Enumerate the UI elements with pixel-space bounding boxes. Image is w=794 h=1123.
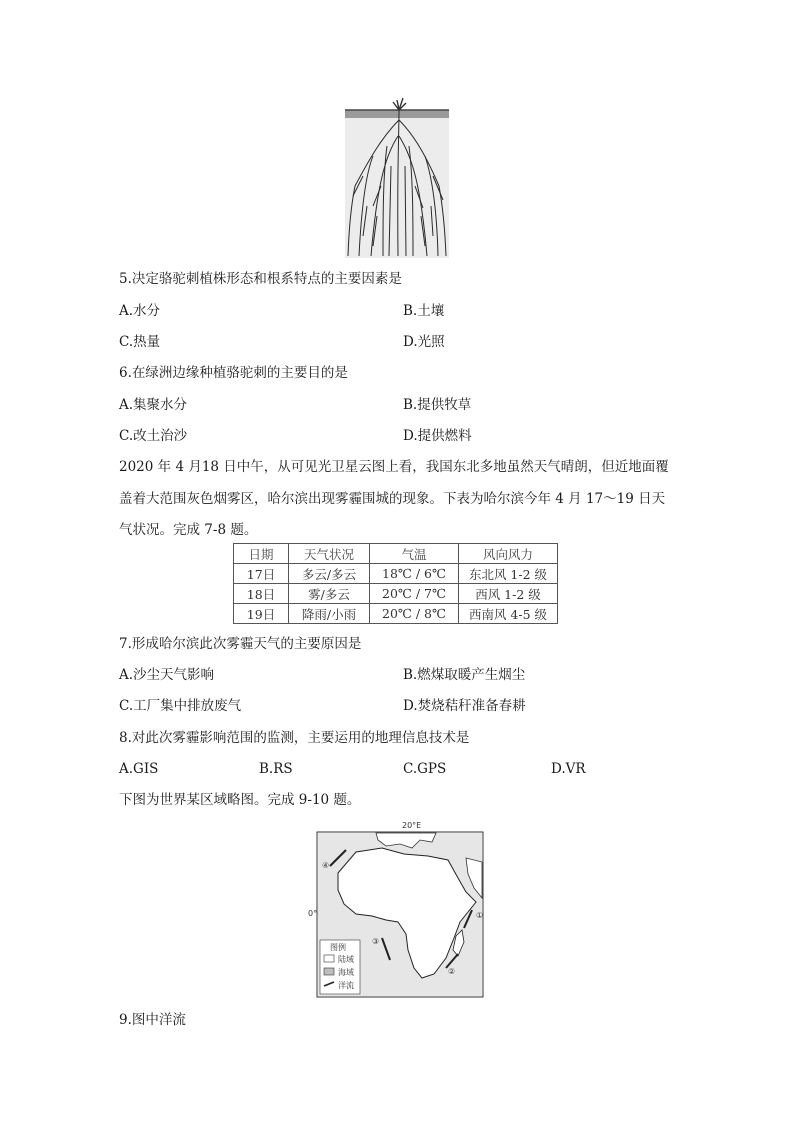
table-row [234, 604, 558, 624]
table-cell: 雾/多云 [289, 584, 370, 604]
table-cell: 西风 1-2 级 [459, 584, 558, 604]
question-5-option-a[interactable]: A.水分 [119, 303, 161, 319]
table-header-date: 日期 [234, 544, 289, 564]
africa-region-map [308, 818, 484, 998]
question-5-option-b[interactable]: B.土壤 [403, 303, 445, 319]
current-marker-1: ① [476, 911, 484, 920]
table-cell: 18日 [234, 584, 289, 604]
question-6-option-d[interactable]: D.提供燃料 [403, 428, 472, 444]
question-7-stem: 7.形成哈尔滨此次雾霾天气的主要原因是 [119, 636, 362, 652]
table-row [234, 584, 558, 604]
question-7-option-a[interactable]: A.沙尘天气影响 [119, 667, 215, 683]
table-row [234, 564, 558, 584]
table-cell: 多云/多云 [289, 564, 370, 584]
question-6-option-a[interactable]: A.集聚水分 [119, 397, 188, 413]
table-header-temperature: 气温 [370, 544, 459, 564]
table-cell: 18℃ / 6℃ [370, 564, 459, 584]
question-7-option-c[interactable]: C.工厂集中排放废气 [119, 698, 242, 714]
question-5-option-c[interactable]: C.热量 [119, 334, 161, 350]
question-5-option-d[interactable]: D.光照 [403, 334, 445, 350]
question-6-option-b[interactable]: B.提供牧草 [403, 397, 472, 413]
table-header-wind: 风向风力 [459, 544, 558, 564]
root-system-figure [343, 96, 451, 260]
table-cell: 东北风 1-2 级 [459, 564, 558, 584]
legend-current: 洋流 [338, 981, 354, 990]
table-header-weather: 天气状况 [289, 544, 370, 564]
question-8-stem: 8.对此次雾霾影响范围的监测，主要运用的地理信息技术是 [119, 730, 470, 746]
equator-label: 0° [308, 909, 318, 918]
question-5-stem: 5.决定骆驼刺植株形态和根系特点的主要因素是 [119, 271, 402, 287]
question-6-stem: 6.在绿洲边缘种植骆驼刺的主要目的是 [119, 365, 348, 381]
map-intro: 下图为世界某区域略图。完成 9-10 题。 [119, 792, 361, 808]
passage-line-1: 2020 年 4 月18 日中午，从可见光卫星云图上看，我国东北多地虽然天气晴朗，但近地面覆 [119, 459, 669, 475]
legend-title: 图例 [330, 943, 346, 952]
table-cell: 20℃ / 8℃ [370, 604, 459, 624]
question-8-option-c[interactable]: C.GPS [403, 761, 447, 777]
question-7-option-b[interactable]: B.燃煤取暖产生烟尘 [403, 667, 526, 683]
table-cell: 西南风 4-5 级 [459, 604, 558, 624]
legend-land: 陆域 [338, 955, 354, 964]
meridian-label: 20°E [402, 821, 422, 830]
question-8-option-d[interactable]: D.VR [551, 761, 586, 777]
table-header-row [234, 544, 558, 564]
question-9-stem: 9.图中洋流 [119, 1012, 186, 1028]
legend-sea: 海域 [338, 968, 354, 977]
table-cell: 19日 [234, 604, 289, 624]
table-cell: 17日 [234, 564, 289, 584]
current-marker-2: ② [448, 967, 456, 976]
question-8-option-b[interactable]: B.RS [259, 761, 293, 777]
passage-line-3: 气状况。完成 7-8 题。 [119, 522, 258, 538]
current-marker-3: ③ [372, 937, 380, 946]
table-cell: 20℃ / 7℃ [370, 584, 459, 604]
weather-table [233, 543, 558, 624]
table-cell: 降雨/小雨 [289, 604, 370, 624]
question-6-option-c[interactable]: C.改土治沙 [119, 428, 188, 444]
current-marker-4: ④ [322, 861, 330, 870]
question-8-option-a[interactable]: A.GIS [119, 761, 159, 777]
passage-line-2: 盖着大范围灰色烟雾区，哈尔滨出现雾霾围城的现象。下表为哈尔滨今年 4 月 17～19 日天 [119, 491, 666, 507]
question-7-option-d[interactable]: D.焚烧秸秆准备春耕 [403, 698, 526, 714]
